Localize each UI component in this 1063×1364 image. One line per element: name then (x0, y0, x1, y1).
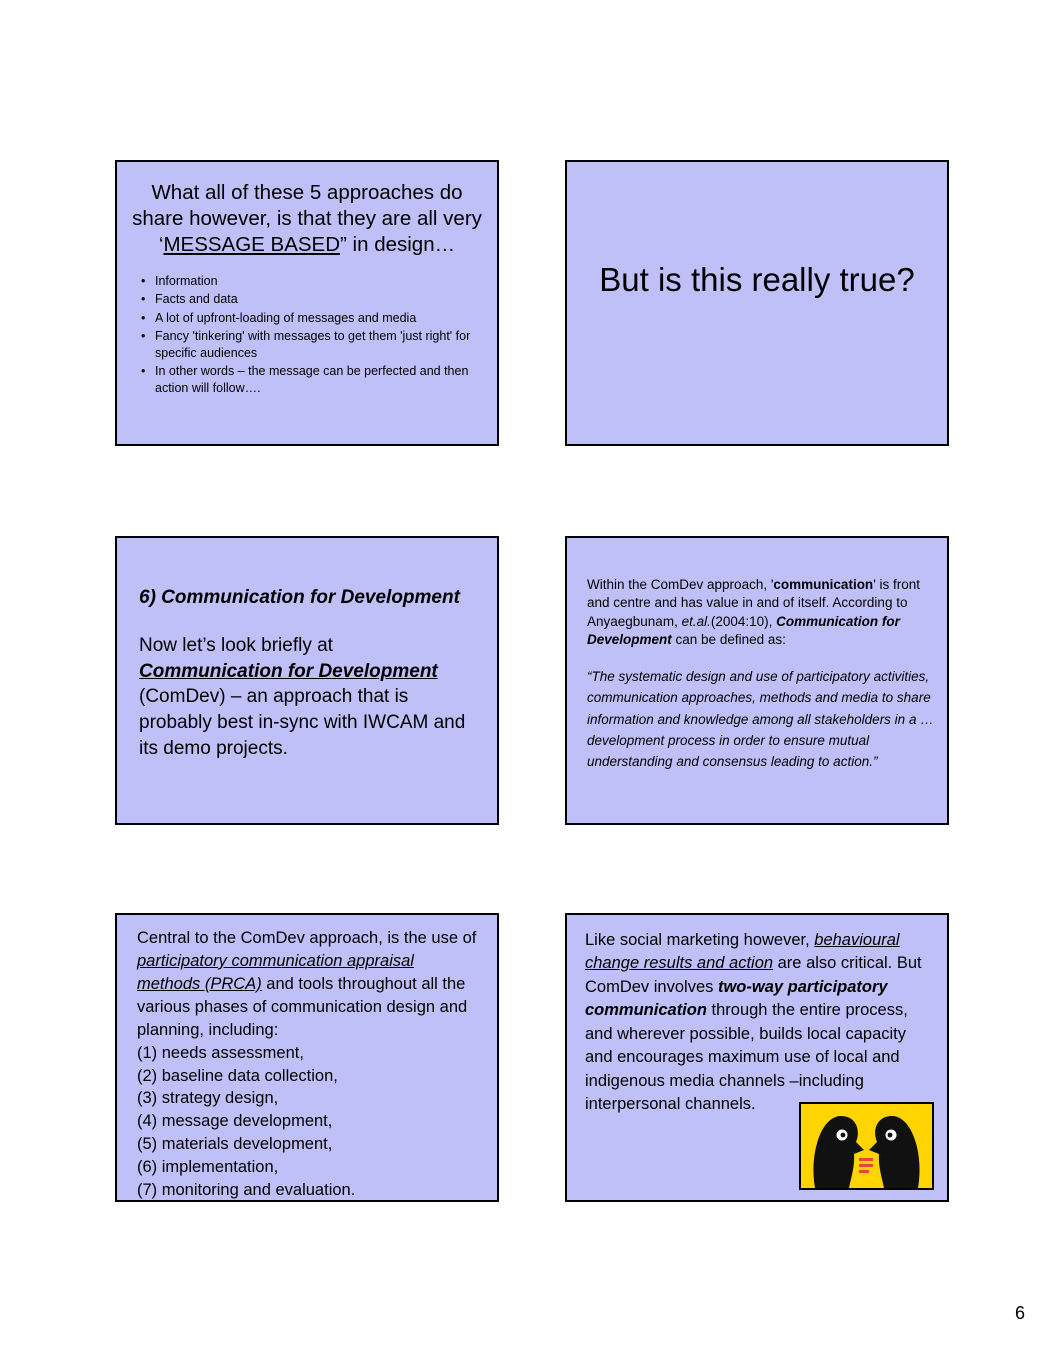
slide-6-seg-5: through the entire process, and wherever possible, builds local capacity and encourages maximum use of local and indigenous media channels –including interpersonal channels. (585, 1001, 908, 1113)
slide-4-seg-6: Communication for Development (587, 613, 900, 648)
list-item: (1) needs assessment, (137, 1043, 304, 1062)
list-item: • Facts and data (141, 291, 487, 308)
slide-5-body (137, 927, 481, 1202)
slide-1-bullet-list (141, 273, 487, 397)
slide-6-seg-1: Like social marketing however, (585, 931, 815, 949)
slide-1-title: What all of these 5 approaches do share however, is that they are all very ‘MESSAGE BASED” in design… (132, 181, 482, 257)
slide-3-body (139, 633, 479, 762)
two-faces-icon (801, 1104, 932, 1188)
slide-4-seg-2: communication (773, 577, 874, 592)
slide-3 (115, 536, 499, 825)
slide-4-seg-4: et.al. (681, 613, 711, 629)
slide-1-title-underlined: MESSAGE BASED (163, 233, 341, 257)
list-item: (2) baseline data collection, (137, 1066, 338, 1085)
list-item: • Fancy 'tinkering' with messages to get them 'just right' for specific audiences (141, 328, 487, 361)
slide-2-title: But is this really true? (599, 261, 915, 298)
list-item: • In other words – the message can be perfected and then action will follow…. (141, 363, 487, 396)
slide-4-seg-3: ' is front and centre and has value in and of itself. According to Anyaegbunam, (587, 577, 921, 629)
slide-5-seg-3: and tools throughout all the various phases of communication design and planning, including: (137, 974, 468, 1039)
page-number: 6 (1014, 1303, 1025, 1323)
slide-3-body-emphasis: Communication for Development (139, 660, 438, 682)
slide-3-body-part2: (ComDev) – an approach that is probably best in-sync with IWCAM and its demo projects. (139, 686, 466, 759)
slide-5-seg-emphasis: participatory communication appraisal methods (PRCA) (137, 951, 414, 993)
list-item: (3) strategy design, (137, 1089, 279, 1108)
list-item: • A lot of upfront-loading of messages and media (141, 310, 487, 327)
list-item: (6) implementation, (137, 1158, 279, 1177)
slide-4-quote: “The systematic design and use of participatory activities, communication approaches, methods and media to share information and knowledge among all stakeholders in a …development process in order to ensure mutual understanding and consensus leading to action.” (587, 668, 934, 770)
slide-5 (115, 913, 499, 1202)
two-people-talking-illustration (799, 1102, 934, 1190)
slide-4-seg-5: (2004:10), (710, 613, 777, 629)
slide-6-seg-3: are also critical. But ComDev involves (585, 954, 922, 996)
slide-4-seg-1: Within the ComDev approach, ' (587, 577, 774, 592)
list-item: (7) monitoring and evaluation. (137, 1181, 356, 1200)
slide-5-seg-1: Central to the ComDev approach, is the use of (137, 929, 477, 947)
slide-6-body (585, 929, 931, 1116)
slide-6-seg-4: two-way participatory communication (585, 977, 888, 1020)
slide-6 (565, 913, 949, 1202)
slide-6-seg-emphasis: behavioural change results and action (585, 931, 900, 973)
slide-3-heading: 6) Communication for Development (139, 587, 460, 608)
list-item: • Information (141, 273, 487, 290)
slide-1 (115, 160, 499, 446)
slide-5-numbered-list (137, 1042, 481, 1202)
slide-2 (565, 160, 949, 446)
slide-3-body-part1: Now let’s look briefly at (139, 634, 333, 656)
list-item: (5) materials development, (137, 1135, 333, 1154)
list-item: (4) message development, (137, 1112, 333, 1131)
slide-4-paragraph (587, 576, 933, 650)
slide-4 (565, 536, 949, 825)
slide-4-seg-7: can be defined as: (671, 632, 786, 648)
